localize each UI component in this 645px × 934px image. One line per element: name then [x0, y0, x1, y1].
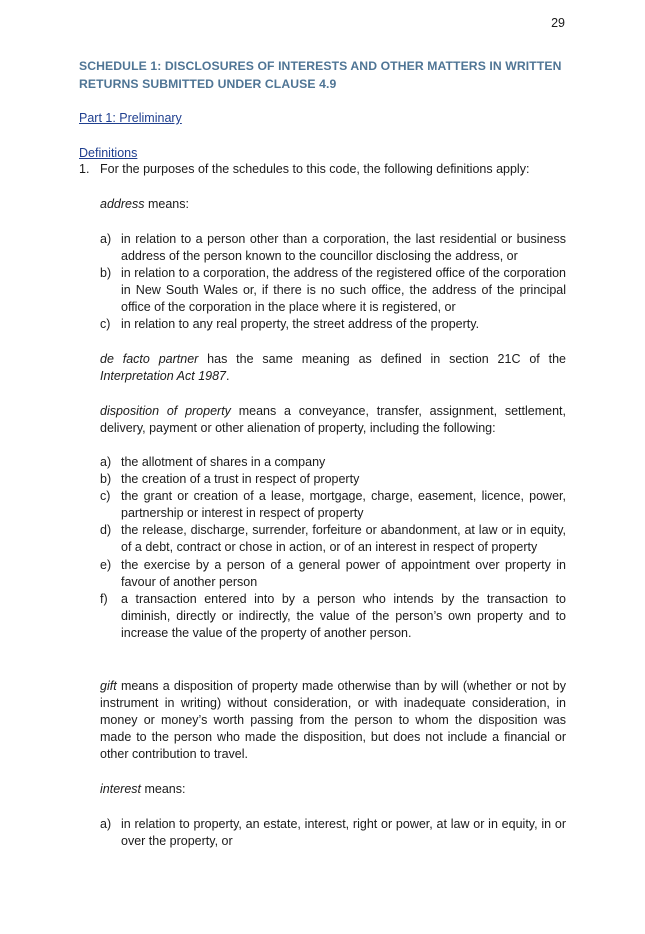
- list-item: [100, 316, 566, 333]
- list-text: in relation to any real property, the street address of the property.: [121, 317, 480, 332]
- list-text: in relation to property, an estate, interest, right or power, at law or in equity, in or over the property, or: [121, 817, 566, 849]
- term: de facto partner: [100, 352, 199, 366]
- definition-end: .: [226, 369, 230, 384]
- de-facto-definition: [100, 351, 566, 385]
- definition-intro: means:: [141, 782, 186, 796]
- clause-1: [79, 161, 566, 178]
- list-item: [100, 454, 566, 471]
- list-item: [100, 591, 566, 642]
- list-label: a): [100, 455, 112, 469]
- interest-definition: [100, 781, 566, 798]
- definition-intro: means:: [144, 197, 189, 211]
- schedule-heading: SCHEDULE 1: DISCLOSURES OF INTERESTS AND OTHER MATTERS IN WRITTEN RETURNS SUBMITTED UNDER CLAUSE 4.9: [79, 59, 562, 91]
- list-item: [100, 816, 566, 850]
- definitions-title: Definitions: [79, 146, 138, 160]
- list-text: a transaction entered into by a person who intends by the transaction to diminish, directly or indirectly, the value of the person’s own property and to increase the value of the property of another person.: [121, 591, 566, 640]
- act-name: Interpretation Act 1987: [100, 369, 227, 384]
- list-text: the allotment of shares in a company: [121, 455, 326, 469]
- interest-list: [100, 816, 566, 850]
- list-label: d): [100, 523, 112, 538]
- list-label: f): [100, 591, 108, 606]
- list-item: [100, 488, 566, 522]
- clause-number: 1.: [79, 162, 90, 176]
- term: disposition of property: [100, 404, 231, 418]
- list-item: [100, 522, 566, 556]
- disposition-list: [100, 454, 566, 642]
- list-label: a): [100, 817, 112, 831]
- list-item: [100, 265, 566, 316]
- list-text: in relation to a person other than a corporation, the last residential or business address of the person known to the councillor disclosing the address, or: [121, 232, 566, 264]
- list-label: b): [100, 472, 112, 487]
- list-label: a): [100, 232, 112, 246]
- list-label: b): [100, 266, 112, 281]
- definition-text: means a conveyance, transfer, assignment, settlement, delivery, payment or other alienation of property, including the following:: [100, 404, 566, 436]
- disposition-definition: [100, 403, 566, 437]
- term: gift: [100, 679, 117, 693]
- clause-text: For the purposes of the schedules to this code, the following definitions apply:: [100, 162, 530, 176]
- address-definition: [100, 196, 566, 213]
- list-text: in relation to a corporation, the address of the registered office of the corporation in New South Wales or, if there is no such office, the address of the principal office of the corporation in the place where it is registered, or: [121, 266, 566, 315]
- definition-text: has the same meaning as defined in section 21C of the: [198, 352, 566, 366]
- list-label: c): [100, 489, 111, 504]
- definition-text: means a disposition of property made otherwise than by will (whether or not by instrument in writing) without consideration, or with inadequate consideration, in money or money’s worth passing from the person to whom the disposition was made to the person who made the disposition, but does not include a financial or other contribution to travel.: [100, 679, 566, 762]
- term: interest: [100, 782, 141, 796]
- list-text: the release, discharge, surrender, forfeiture or abandonment, at law or in equity, of a debt, contract or chose in action, or of an interest in respect of property: [121, 523, 566, 555]
- list-item: [100, 557, 566, 591]
- list-label: c): [100, 317, 111, 332]
- gift-definition: [100, 678, 566, 763]
- page-number: 29: [551, 16, 565, 30]
- list-label: e): [100, 557, 112, 572]
- address-list: [100, 231, 566, 334]
- part-title: Part 1: Preliminary: [79, 111, 182, 125]
- list-text: the creation of a trust in respect of property: [121, 472, 360, 487]
- list-text: the exercise by a person of a general power of appointment over property in favour of another person: [121, 557, 566, 589]
- list-item: [100, 231, 566, 265]
- list-item: [100, 471, 566, 488]
- list-text: the grant or creation of a lease, mortgage, charge, easement, licence, power, partnership or interest in respect of property: [121, 489, 566, 521]
- term: address: [100, 197, 145, 211]
